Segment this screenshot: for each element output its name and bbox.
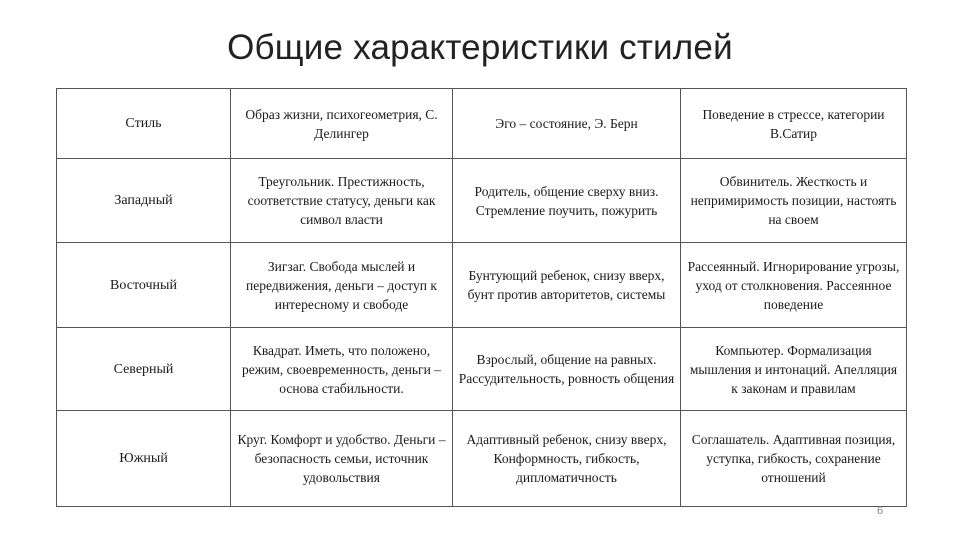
- row-stress-cell: Обвинитель. Жесткость и непримиримость позиции, настоять на своем: [681, 159, 907, 243]
- row-lifestyle-cell: Круг. Комфорт и удобство. Деньги – безопасность семьи, источник удовольствия: [231, 411, 453, 507]
- table-header-row: [57, 89, 907, 159]
- row-style-name: Восточный: [57, 243, 231, 328]
- header-lifestyle: Образ жизни, психогеометрия, С. Делингер: [231, 89, 453, 159]
- row-style-name: Западный: [57, 159, 231, 243]
- row-style-name: Северный: [57, 328, 231, 411]
- header-ego-state: Эго – состояние, Э. Берн: [453, 89, 681, 159]
- slide-title: Общие характеристики стилей: [227, 28, 733, 67]
- row-lifestyle-cell: Треугольник. Престижность, соответствие статусу, деньги как символ власти: [231, 159, 453, 243]
- page-number: 6: [877, 505, 884, 517]
- row-stress-cell: Компьютер. Формализация мышления и интонаций. Апелляция к законам и правилам: [681, 328, 907, 411]
- table-row: [57, 411, 907, 507]
- row-stress-cell: Соглашатель. Адаптивная позиция, уступка, гибкость, сохранение отношений: [681, 411, 907, 507]
- styles-table: [56, 88, 907, 507]
- table-row: [57, 159, 907, 243]
- header-stress-behavior: Поведение в стрессе, категории В.Сатир: [681, 89, 907, 159]
- row-lifestyle-cell: Квадрат. Иметь, что положено, режим, своевременность, деньги – основа стабильности.: [231, 328, 453, 411]
- row-ego-state-cell: Взрослый, общение на равных. Рассудительность, ровность общения: [453, 328, 681, 411]
- row-style-name: Южный: [57, 411, 231, 507]
- row-lifestyle-cell: Зигзаг. Свобода мыслей и передвижения, деньги – доступ к интересному и свободе: [231, 243, 453, 328]
- header-style: Стиль: [57, 89, 231, 159]
- row-ego-state-cell: Бунтующий ребенок, снизу вверх, бунт против авторитетов, системы: [453, 243, 681, 328]
- row-stress-cell: Рассеянный. Игнорирование угрозы, уход от столкновения. Рассеянное поведение: [681, 243, 907, 328]
- table-row: [57, 328, 907, 411]
- row-ego-state-cell: Адаптивный ребенок, снизу вверх, Конформность, гибкость, дипломатичность: [453, 411, 681, 507]
- table-row: [57, 243, 907, 328]
- row-ego-state-cell: Родитель, общение сверху вниз. Стремление поучить, пожурить: [453, 159, 681, 243]
